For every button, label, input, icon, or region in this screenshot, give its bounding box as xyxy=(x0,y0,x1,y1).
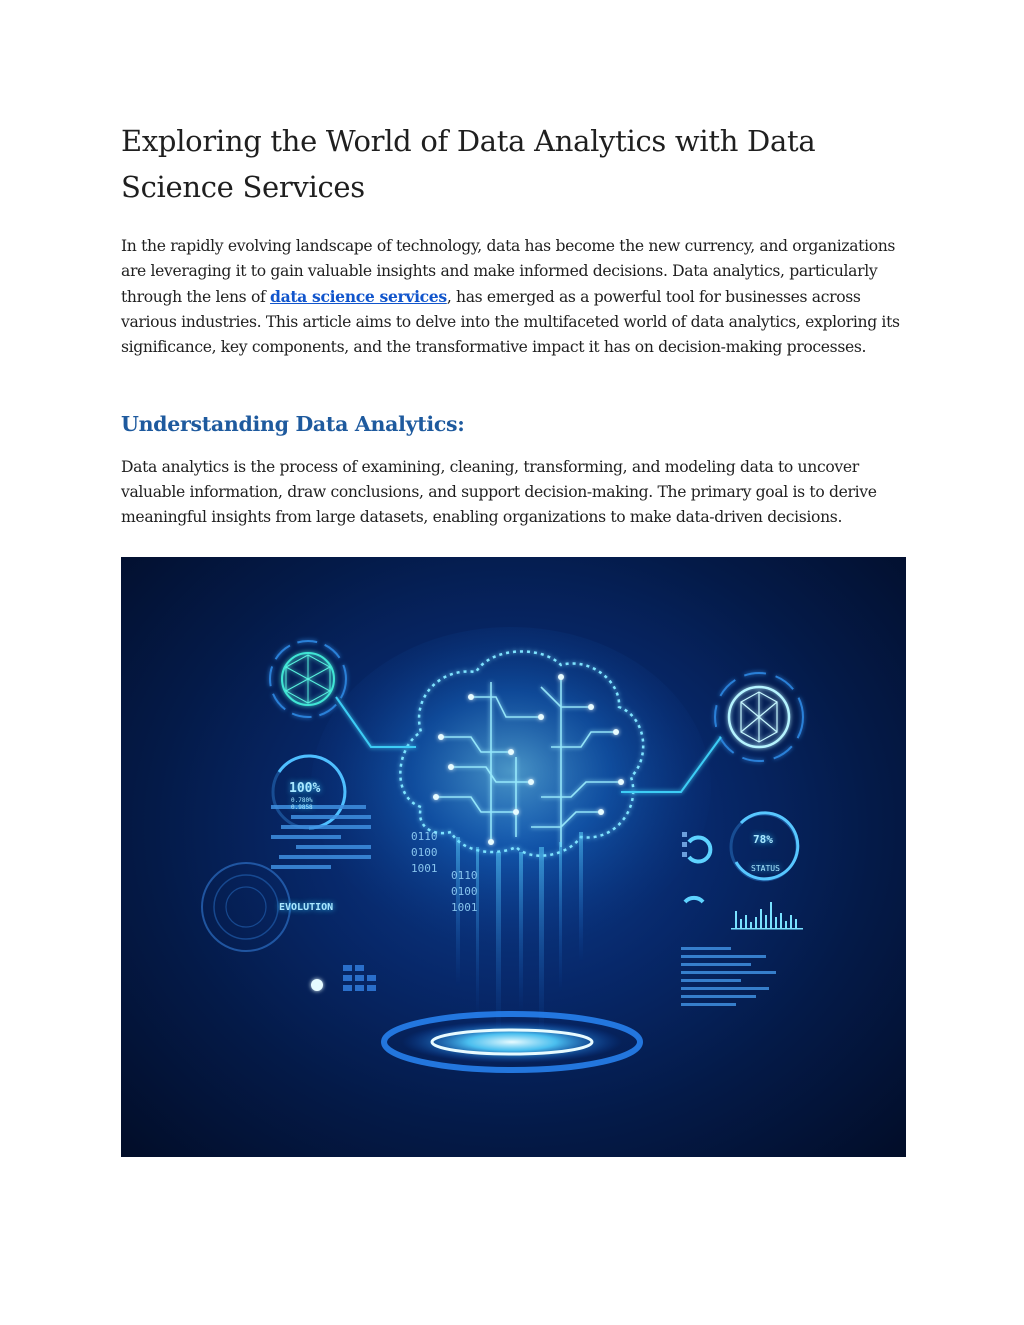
gauge-left-value: 100% xyxy=(289,781,321,796)
dot-column-right xyxy=(682,832,687,857)
gauge-right-value: 78% xyxy=(753,833,773,846)
gauge-left-sub2: 0.9858 xyxy=(291,804,313,811)
ai-brain-graphic xyxy=(121,557,906,1157)
binary-text-4: 0110 xyxy=(451,869,478,882)
glowing-dot-icon xyxy=(311,979,323,991)
evolution-label: EVOLUTION xyxy=(279,902,334,913)
grid-blocks-left xyxy=(343,965,376,991)
binary-text-3: 1001 xyxy=(411,862,438,875)
hologram-pad-icon xyxy=(384,1014,640,1070)
equalizer-bars-icon xyxy=(731,902,803,930)
binary-text-1: 0110 xyxy=(411,830,438,843)
section-heading: Understanding Data Analytics: xyxy=(121,412,465,436)
binary-text-2: 0100 xyxy=(411,846,438,859)
data-bars-right xyxy=(681,947,776,1006)
gauge-left-sub1: 0.780% xyxy=(291,797,313,804)
binary-text-6: 1001 xyxy=(451,901,478,914)
intro-paragraph xyxy=(121,234,911,360)
status-label: STATUS xyxy=(751,864,780,873)
binary-text-5: 0100 xyxy=(451,885,478,898)
intro-text-end: , has emerged as a powerful tool for businesses across various industries. This article aims to delve into the multifaceted world of data analytics, exploring its significance, key components, and the transformative impact it has on decision-making processes. xyxy=(121,288,900,356)
page-title: Exploring the World of Data Analytics with Data Science Services xyxy=(121,124,816,204)
data-science-services-link[interactable]: data science services xyxy=(270,287,447,306)
intro-text-start: In the rapidly evolving landscape of technology, data has become the new currency, and organizations are leveraging it to gain valuable insights and make informed decisions. Data analytics, particularly through the lens of xyxy=(121,237,896,306)
data-analytics-illustration xyxy=(121,557,906,1157)
section-paragraph: Data analytics is the process of examining, cleaning, transforming, and modeling data to uncover valuable information, draw conclusions, and support decision-making. The primary goal is to derive meaningful insights from large datasets, enabling organizations to make data-driven decisions. xyxy=(121,458,877,526)
radar-circle-icon xyxy=(202,863,290,951)
